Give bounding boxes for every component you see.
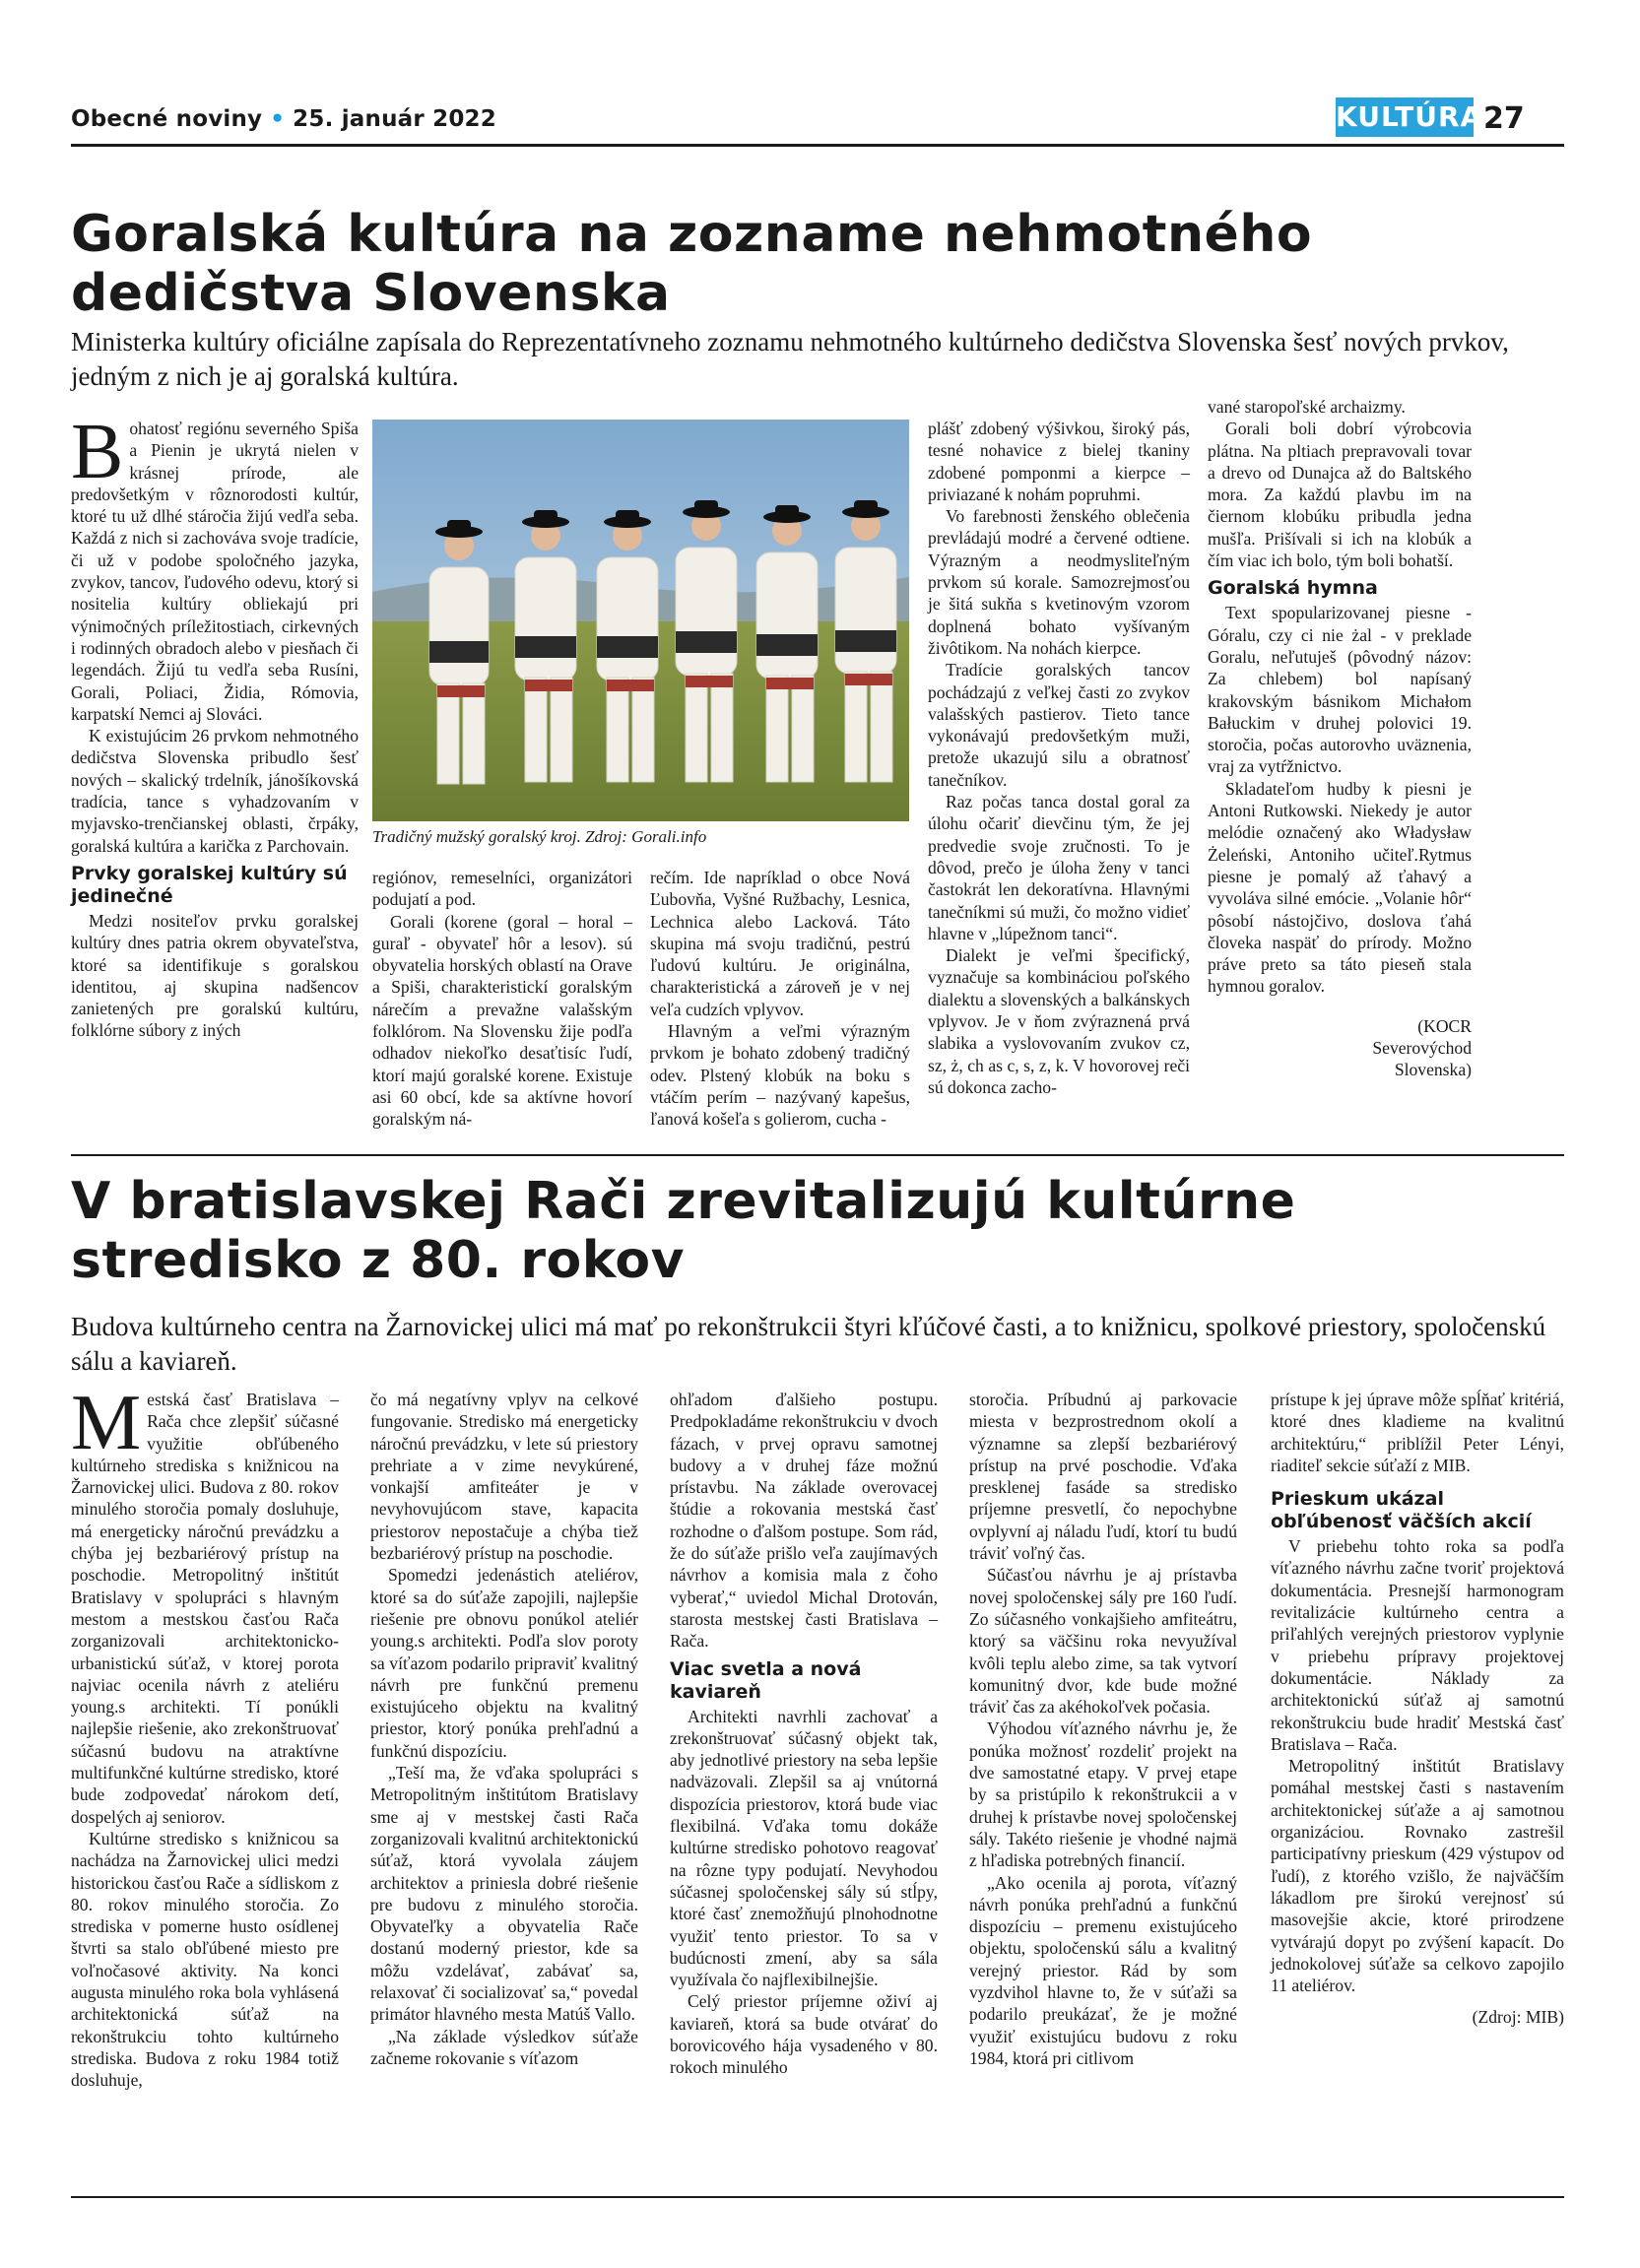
- paragraph: čo má negatívny vplyv na celkové fungovanie. Stredisko má energeticky náročnú prevádzku, v lete sú priestory prehriate a v zime nevykúrené, vonkajší amfiteáter je v nevyhovujúcom stave, kapacita priestorov nepostačuje a chýba tiež bezbariérový prístup na poschodie.: [370, 1390, 638, 1564]
- article-credit: (Zdroj: MIB): [1472, 2007, 1564, 2028]
- publication-date: 25. január 2022: [293, 106, 496, 132]
- paragraph: Kultúrne stredisko s knižnicou sa nachádza na Žarnovickej ulici medzi historickou časťou Rače a sídliskom z 80. rokov minulého storočia. Zo strediska v pomerne husto osídlenej štvrti sa stalo obľúbené miesto pre voľnočasové aktivity. Na konci augusta minulého roka bola vyhlásená architektonická súťaž na rekonštrukciu tohto kultúrneho strediska. Budova z roku 1984 totiž dosluhuje,: [71, 1828, 339, 2091]
- paragraph: Súčasťou návrhu je aj prístavba novej spoločenskej sály pre 160 ľudí. Zo súčasného vonkajšieho amfiteátru, ktorý sa väčšinu roka nevyužíval kvôli teplu alebo zime, sa tak vytvorí komunitný dvor, kde bude možné tráviť čas za akéhokoľvek počasia.: [969, 1565, 1237, 1717]
- subheading: Viac svetla a nová kaviareň: [670, 1657, 862, 1703]
- photo-caption: Tradičný mužský goralský kroj. Zdroj: Gorali.info: [372, 827, 707, 846]
- paragraph: rečím. Ide napríklad o obce Nová Ľubovňa, Vyšné Ružbachy, Lesnica, Lechnica alebo Lacková. Táto skupina má svoju tradičnú, pestrú ľudovú kultúru. Je originálna, charakteristická a zároveň je v nej veľa cudzích vplyvov.: [650, 868, 910, 1019]
- paragraph: Metropolitný inštitút Bratislavy pomáhal mestskej časti s nastavením architektonickej súťaže a aj samotnou organizáciou. Rovnako zastrešil participatívny prieskum (429 výstupov od ľudí), z ktorého vzišlo, že najväčším lákadlom pre širokú verejnosť sú masovejšie akcie, ktoré prirodzene vytvárajú dopyt po zvýšení kapacít. Do jednokolovej súťaže sa celkovo zapojilo 11 ateliérov.: [1271, 1756, 1564, 1996]
- paragraph: Text spopularizovanej piesne - Góralu, czy ci nie żal - v preklade Goralu, neľutuješ (pôvodný názov: Za chlebem) bol napísaný krakovským básnikom Michałom Bałuckim v druhej polovici 19. storočia, počas autorovho uväznenia, vraj za vytŕžnictvo.: [1208, 603, 1472, 777]
- paragraph: Dialekt je veľmi špecifický, vyznačuje sa kombináciou poľského dialektu a slovenských a balkánskych vplyvov. Je v ňom zvýraznená prvá slabika a vyslovovaním zvukov cz, sz, ż, ch as c, s, z, k. V hovorovej reči sú dokonca zacho-: [928, 945, 1190, 1097]
- paragraph: Výhodou víťazného návrhu je, že ponúka možnosť rozdeliť projekt na dve samostatné etapy. V prvej etape by sa pristúpilo k rekonštrukcii a v druhej k prístavbe novej spoločenskej sály. Takéto riešenie je vhodné najmä z hľadiska potrebných financií.: [969, 1718, 1237, 1871]
- article1-column-5: [1208, 396, 1472, 1081]
- dropcap: M: [71, 1380, 142, 1466]
- article1-lead: Ministerka kultúry oficiálne zapísala do Reprezentatívneho zoznamu nehmotného kultúrneho dedičstva Slovenska šesť nových prvkov, jedným z nich je aj goralská kultúra.: [71, 327, 1509, 391]
- article2-column-3: [670, 1389, 938, 2079]
- subheading: Prieskum ukázal obľúbenosť väčších akcií: [1271, 1488, 1532, 1533]
- paragraph: Architekti navrhli zachovať a zrekonštruovať súčasný objekt tak, aby jednotlivé priestory na seba lepšie nadväzovali. Zlepšil sa aj vnútorná dispozícia priestorov, ktorá bude viac flexibilná. Vďaka tomu dokáže kultúrne stredisko pohotovo reagovať na rôzne typy podujatí. Nevyhodou súčasnej spoločenskej sály sú stĺpy, ktoré časť znemožňujú plnohodnotne využiť tento priestor. To sa v budúcnosti zmení, aby sa sála využívala čo najflexibilnejšie.: [670, 1706, 938, 1990]
- paragraph: Tradície goralských tancov pochádzajú z veľkej časti zo zvykov valašských pastierov. Tieto tance vykonávajú predovšetkým muži, pretože ukazujú silu a obratnosť tanečníkov.: [928, 660, 1190, 790]
- subheading: Goralská hymna: [1208, 577, 1378, 600]
- article2-column-2: [370, 1389, 638, 2069]
- paragraph: Hlavným a veľmi výrazným prvkom je bohato zdobený tradičný odev. Plstený klobúk na boku s vtáčím perím – nazývaný kapešus, ľanová košeľa s golierom, cucha -: [650, 1021, 910, 1130]
- article2-column-5: [1271, 1389, 1564, 2029]
- article1-title: Goralská kultúra na zozname nehmotného dedičstva Slovenska: [71, 205, 1313, 323]
- article2-lead: Budova kultúrneho centra na Žarnovickej ulici má mať po rekonštrukcii štyri kľúčové časti, a to knižnicu, spolkové priestory, spoločenskú sálu a kaviareň.: [71, 1312, 1546, 1376]
- paragraph: „Na základe výsledkov súťaže začneme rokovanie s víťazom: [370, 2026, 638, 2068]
- paragraph: plášť zdobený výšivkou, široký pás, tesné nohavice z bielej tkaniny zdobené pomponmi a kierpce – priviazané k nohám popruhmi.: [928, 419, 1190, 504]
- article2-column-4: [969, 1389, 1237, 2069]
- article1-column-4: [928, 418, 1190, 1098]
- header-rule: [71, 144, 1564, 147]
- paragraph: Gorali boli dobrí výrobcovia plátna. Na pltiach prepravovali tovar a drevo od Dunajca až do Baltského mora. Za každú plavbu im na čiernom klobúku pribudla jedna mušľa. Prišívali si ich na klobúk a čím viac ich bolo, tým boli bohatší.: [1208, 419, 1472, 571]
- paragraph: ohľadom ďalšieho postupu. Predpokladáme rekonštrukciu v dvoch fázach, v prvej opravu samotnej budovy a v druhej fáze možnú prístavbu. Na základe overovacej štúdie a rokovania mestská časť rozhodne o ďalšom postupe. Som rád, že do súťaže prišlo veľa zaujímavých návrhov a komisia mala z čoho vyberať,“ uviedol Michal Drotován, starosta mestskej časti Bratislava – Rača.: [670, 1390, 938, 1652]
- goral-costume-photo: [372, 420, 909, 821]
- article-credit: (KOCR Severovýchod Slovenska): [1372, 1015, 1472, 1080]
- article-separator: [71, 1154, 1564, 1156]
- masthead: [71, 106, 496, 132]
- paragraph: Gorali (korene (goral – horal – guraľ - obyvateľ hôr a lesov). sú obyvatelia horských oblastí na Orave a Spiši, charakteristickí goralským nárečím a prevažne valašským folklórom. Na Slovensku žije podľa odhadov niekoľko desaťtisíc ľudí, ktorí majú goralské korene. Existuje asi 60 obcí, kde sa aktívne hovorí goralským ná-: [372, 911, 632, 1130]
- paragraph: prístupe k jej úprave môže spĺňať kritériá, ktoré dnes kladieme na kvalitnú architektúru,“ priblížil Peter Lényi, riaditeľ sekcie súťaží z MIB.: [1271, 1390, 1564, 1475]
- paragraph: Skladateľom hudby k piesni je Antoni Rutkowski. Niekedy je autor melódie označený ako Władysław Żeleński, Antoniho učiteľ.Rytmus piesne je pomalý až ťahavý a vyvoláva silné emócie. „Volanie hôr“ pôsobí nástojčivo, doslova ťahá človeka naspäť do prírody. Možno práve preto sa táto pieseň stala hymnou goralov.: [1208, 778, 1472, 997]
- paragraph: regiónov, remeselníci, organizátori podujatí a pod.: [372, 868, 632, 910]
- paragraph: K existujúcim 26 prvkom nehmotného dedičstva Slovenska pribudlo šesť nových – skalický trdelník, jánošíkovská tradícia, tance s vyhadzovaním v myjavsko-trenčianskej oblasti, črpáky, goralská kultúra a karička z Parchovain.: [71, 726, 359, 856]
- publication-name: Obecné noviny: [71, 106, 263, 132]
- article-photo: [372, 420, 909, 821]
- paragraph: estská časť Bratislava – Rača chce zlepšiť súčasné využitie obľúbeného kultúrneho strediska s knižnicou na Žarnovickej ulici. Budova z 80. rokov minulého storočia pomaly dosluhuje, má energeticky náročnú prevádzku a chýba jej bezbariérový prístup na poschodie. Metropolitný inštitút Bratislavy v spolupráci s hlavným mestom a mestskou časťou Rača zorganizovali architektonicko-urbanistickú súťaž, v ktorej porota najviac ocenila návrh z ateliéru young.s architekti. Tí ponúkli najlepšie riešenie, ako zrekonštruovať súčasnú budovu na atraktívne multifunkčné kultúrne stredisko, ktoré bude zodpovedať nárokom detí, dospelých aj seniorov.: [71, 1390, 339, 1827]
- paragraph: Spomedzi jedenástich ateliérov, ktoré sa do súťaže zapojili, najlepšie riešenie pre obnovu ponúkol ateliér young.s architekti. Podľa slov poroty sa víťazom podarilo pripraviť kvalitný návrh pre funkčnú premenu existujúceho objektu na kvalitný priestor, ktorý ponúka prehľadnú a funkčnú dispozíciu.: [370, 1565, 638, 1761]
- paragraph: „Teší ma, že vďaka spolupráci s Metropolitným inštitútom Bratislavy sme aj v mestskej časti Rača zorganizovali kvalitnú architektonickú súťaž, ktorá vyvolala záujem architektov a priniesla dobré riešenie pre budovu z minulého storočia. Obyvateľky a obyvatelia Rače dostanú moderný priestor, kde sa môžu vzdelávať, zabávať sa, relaxovať či socializovať sa,“ povedal primátor hlavného mesta Matúš Vallo.: [370, 1763, 638, 2025]
- paragraph: vané staropoľské archaizmy.: [1208, 397, 1406, 417]
- footer-rule: [71, 2196, 1564, 2198]
- article2-title: V bratislavskej Rači zrevitalizujú kultúrne stredisko z 80. rokov: [71, 1172, 1296, 1290]
- paragraph: Raz počas tanca dostal goral za úlohu očariť dievčinu tým, že jej predvedie svoje zručnosti. To je dôvod, prečo je úloha ženy v tanci častokrát len dekoratívna. Hlavnými tanečníkmi sú muži, čo možno vidieť hlavne v „lúpežnom tanci“.: [928, 792, 1190, 943]
- article1-column-1: [71, 409, 359, 1042]
- paragraph: storočia. Príbudnú aj parkovacie miesta v bezprostrednom okolí a významne sa zlepší bezbariérový prístup na prvé poschodie. Vďaka presklenej fasáde sa stredisko príjemne presvetlí, čo nepochybne ovplyvní aj náladu ľudí, ktorí tu budú tráviť voľný čas.: [969, 1390, 1237, 1564]
- paragraph: Vo farebnosti ženského oblečenia prevládajú modré a červené odtiene. Výrazným a neodmysliteľným prvkom sú korale. Samozrejmosťou je šitá sukňa s kvetinovým vzorom doplnená bohato vyšívaným živôtikom. Na nohách kierpce.: [928, 506, 1190, 658]
- article1-column-3: [650, 867, 910, 1131]
- paragraph: V priebehu tohto roka sa podľa víťazného návrhu začne tvoriť projektová dokumentácia. Presnejší harmonogram revitalizácie kultúrneho centra a priľahlých verejných priestorov vyplynie v priebehu prípravy projektovej dokumentácie. Náklady za architektonickú súťaž aj samotnú rekonštrukciu bude hradiť Mestská časť Bratislava – Rača.: [1271, 1536, 1564, 1754]
- page-number: 27: [1483, 101, 1525, 136]
- article1-column-2: [372, 867, 632, 1131]
- bullet-separator: •: [270, 106, 286, 132]
- section-badge: KULTÚRA: [1336, 97, 1474, 137]
- paragraph: Medzi nositeľov prvku goralskej kultúry dnes patria okrem obyvateľstva, ktoré sa identifikuje s goralskou identitou, aj skupina nadšencov zanietených pre goralskú kultúru, folklórne súbory z iných: [71, 910, 359, 1041]
- paragraph: „Ako ocenila aj porota, víťazný návrh ponúka prehľadnú a funkčnú dispozíciu – premenu existujúceho objektu, spoločenskú sálu a kvalitný verejný priestor. Rád by som vyzdvihol hlavne to, že v súťaži sa podarilo preukázať, že je možné využiť existujúcu budovu z roku 1984, ktorá pri citlivom: [969, 1872, 1237, 2068]
- paragraph: Celý priestor príjemne oživí aj kaviareň, ktorá sa bude otvárať do borovicového hája vysadeného v 80. rokoch minulého: [670, 1991, 938, 2078]
- dropcap: B: [71, 409, 124, 495]
- subheading: Prvky goralskej kultúry sú jedinečné: [71, 862, 348, 907]
- article2-column-1: [71, 1380, 339, 2092]
- paragraph: ohatosť regiónu severného Spiša a Pienin je ukrytá nielen v krásnej prírode, ale predovšetkým v rôznorodosti kultúr, ktoré tu už dlhé stáročia žijú vedľa seba. Každá z nich si zachováva svoje tradície, či už v podobe spoločného jazyka, zvykov, tancov, ľudového odevu, ktorý si nositelia kultúry obliekajú pri výnimočných príležitostiach, cirkevných i rodinných obradoch alebo v piesňach či legendách. Žijú tu vedľa seba Rusíni, Gorali, Poliaci, Židia, Rómovia, karpatskí Nemci aj Slováci.: [71, 419, 359, 724]
